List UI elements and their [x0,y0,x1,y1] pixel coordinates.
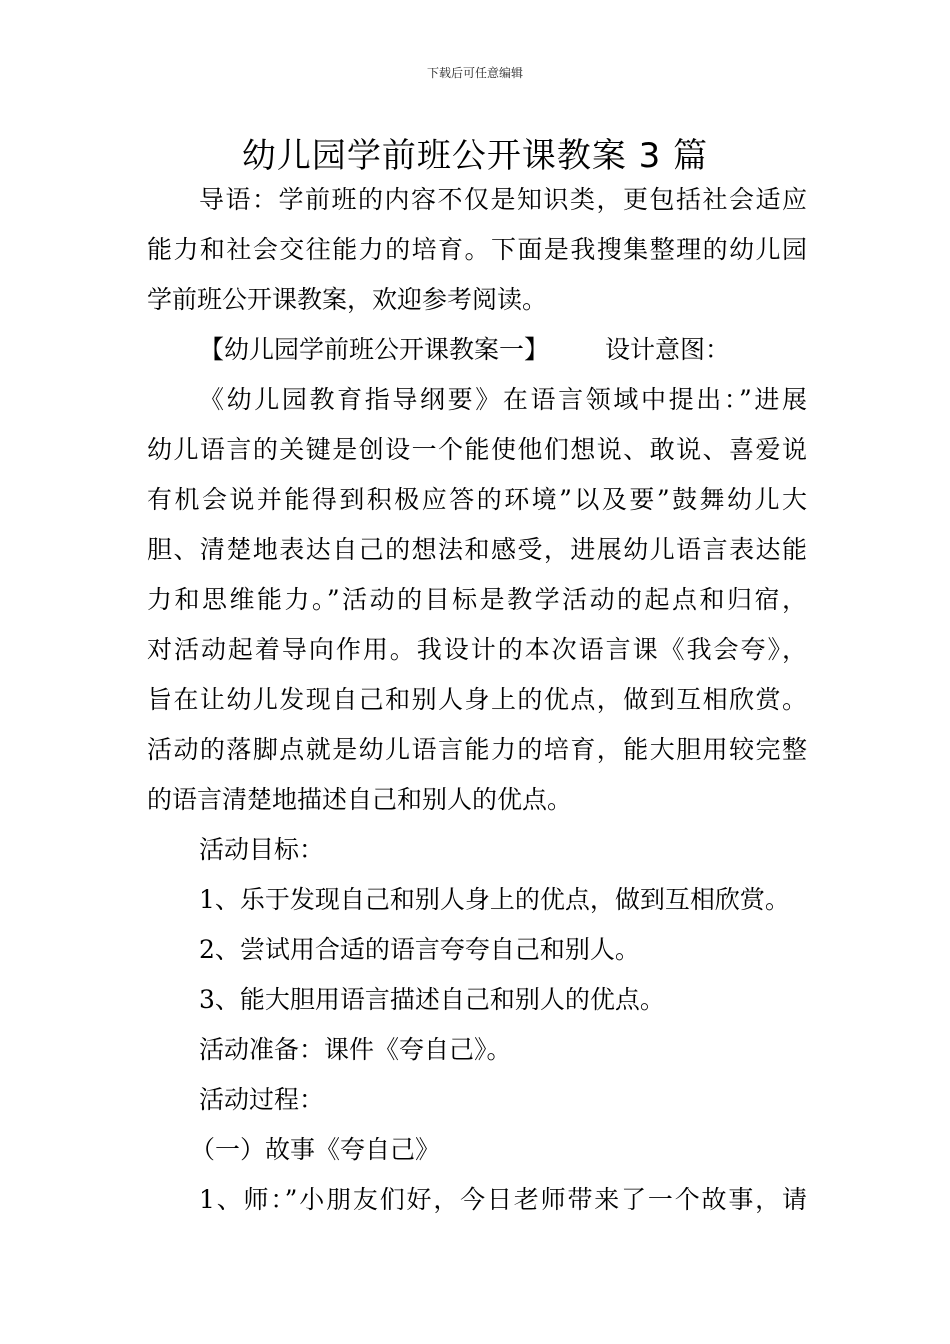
design-intent-label: 设计意图： [605,335,731,364]
body-line: 导语：学前班的内容不仅是知识类，更包括社会适应 [199,185,807,214]
body-line: 学前班公开课教案，欢迎参考阅读。 [147,285,548,314]
body-line: 《幼儿园教育指导纲要》在语言领域中提出：”进展 [199,385,807,414]
body-line: 有机会说并能得到积极应答的环境”以及要”鼓舞幼儿大 [147,485,807,514]
goal-item: 1、乐于发现自己和别人身上的优点，做到互相欣赏。 [199,885,790,914]
body-line: 旨在让幼儿发现自己和别人身上的优点，做到互相欣赏。 [147,685,807,714]
body-line: 活动的落脚点就是幼儿语言能力的培育，能大胆用较完整 [147,735,807,764]
activity-prep: 活动准备：课件《夸自己》。 [199,1035,512,1064]
body-line: 1、师：”小朋友们好，今日老师带来了一个故事，请 [199,1185,807,1214]
body-line: 对活动起着导向作用。我设计的本次语言课《我会夸》， [147,635,807,664]
section-heading-line [199,332,807,368]
activity-goals-heading: 活动目标： [199,835,325,864]
body-line: 能力和社会交往能力的培育。下面是我搜集整理的幼儿园 [147,235,807,264]
body-line: 的语言清楚地描述自己和别人的优点。 [147,785,573,814]
header-note: 下载后可任意编辑 [426,66,523,80]
goal-item: 2、尝试用合适的语言夸夸自己和别人。 [199,935,640,964]
body-line: 幼儿语言的关键是创设一个能使他们想说、敢说、喜爱说 [147,435,807,464]
page-title: 幼儿园学前班公开课教案 3 篇 [241,136,709,176]
section-heading: 【幼儿园学前班公开课教案一】 [199,335,550,364]
body-line: 力和思维能力。”活动的目标是教学活动的起点和归宿， [147,585,807,614]
process-subheading: （一）故事《夸自己》 [190,1135,441,1164]
body-line: 胆、清楚地表达自己的想法和感受，进展幼儿语言表达能 [147,535,807,564]
goal-item: 3、能大胆用语言描述自己和别人的优点。 [199,985,665,1014]
activity-process-heading: 活动过程： [199,1085,325,1114]
